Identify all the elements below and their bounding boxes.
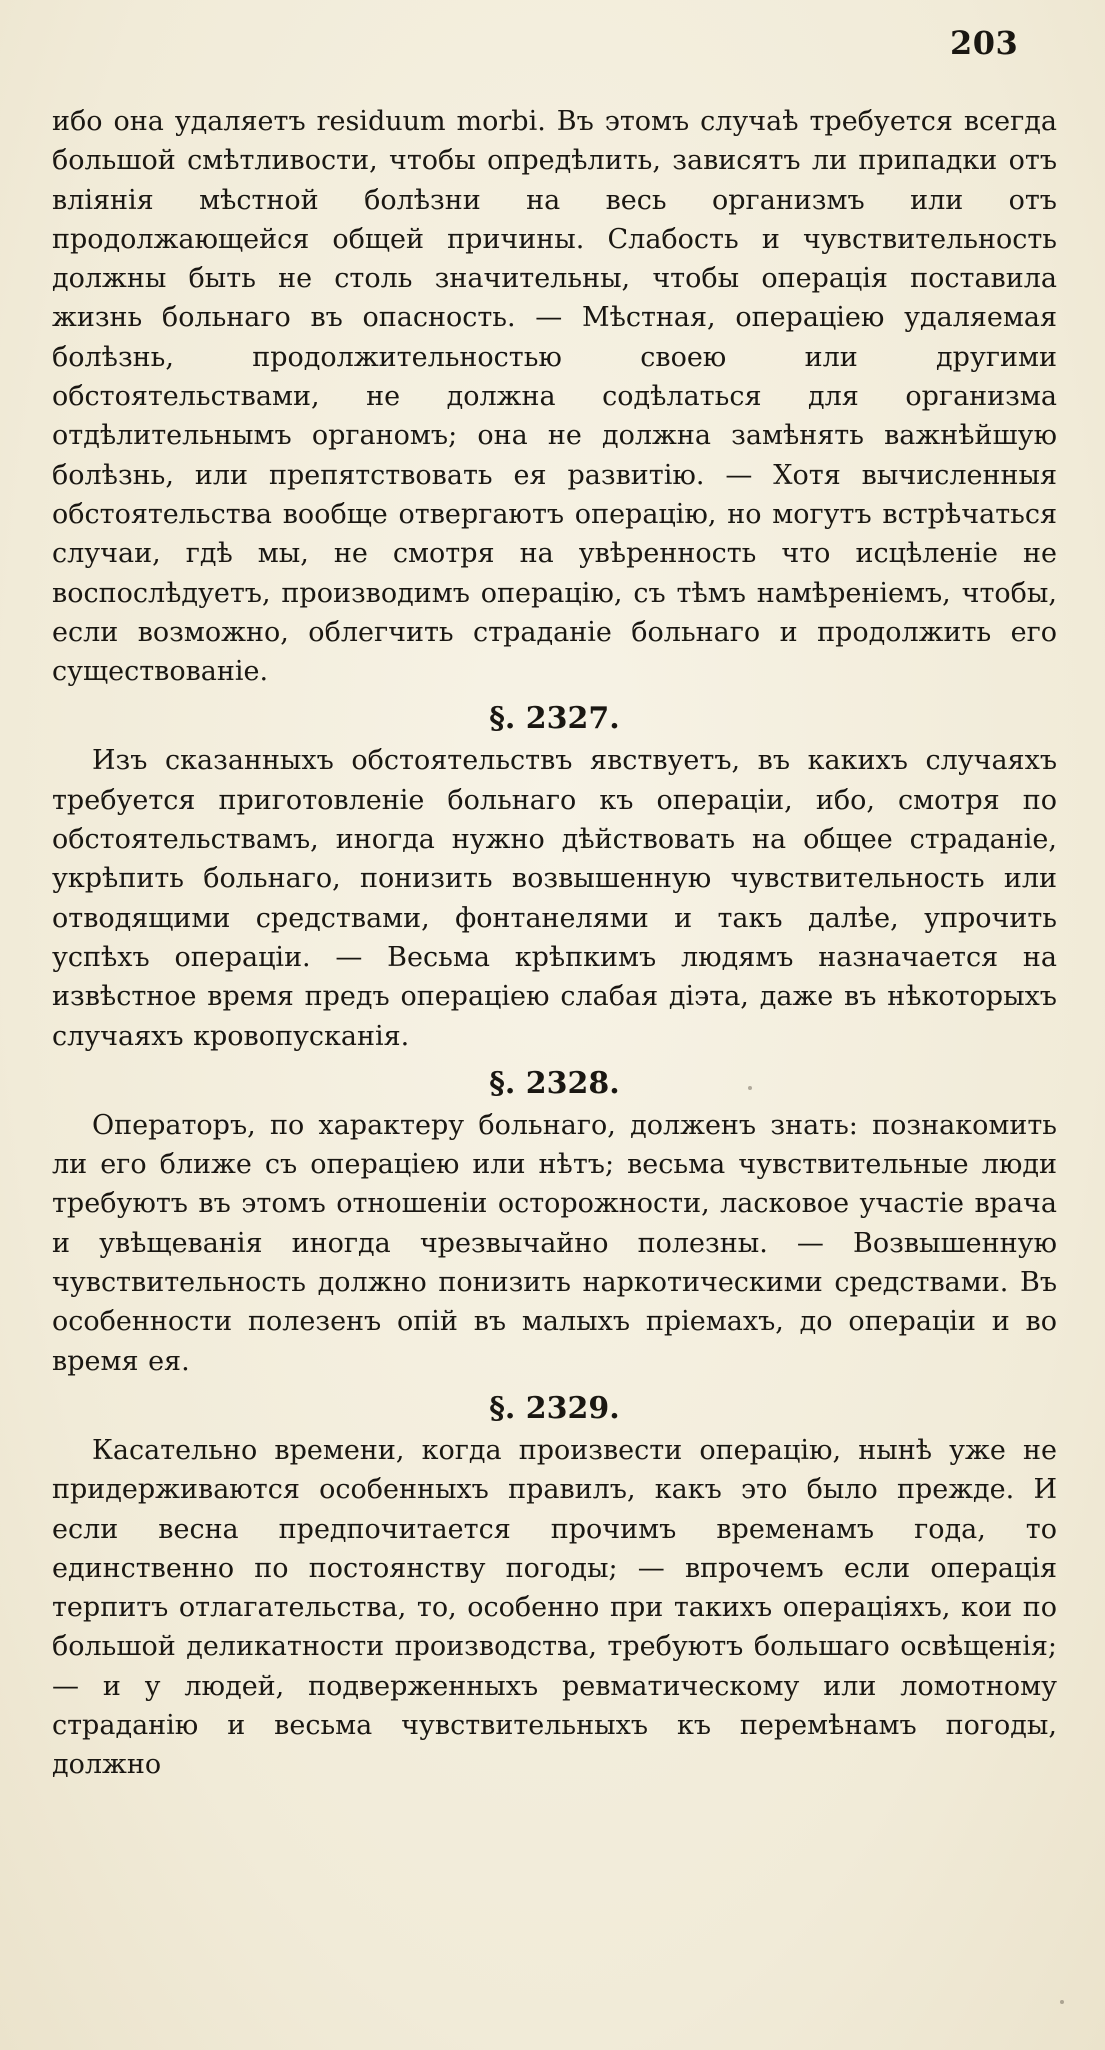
section-heading-2328: §. 2328. [489,1065,620,1101]
text-block [52,102,1057,1785]
page-number: 203 [950,24,1019,62]
paper-speck [1060,2000,1064,2004]
paper-speck [748,1086,752,1090]
section-heading-2327: §. 2327. [489,701,620,737]
paragraph-2329: Касательно времени, когда произвести операцію, нынѣ уже не придерживаются особенныхъ правилъ, какъ это было прежде. И если весна предпочитается прочимъ временамъ года, то единственно по постоянству погоды; — впрочемъ если операція терпитъ отлагательства, то, особенно при такихъ операціяхъ, кои по большой деликатности производства, требуютъ большаго освѣщенія; — и у людей, подверженныхъ ревматическому или ломотному страданію и весьма чувствительныхъ къ перемѣнамъ погоды, должно [52,1434,1057,1781]
paragraph-2327: Изъ сказанныхъ обстоятельствъ явствуетъ, въ какихъ случаяхъ требуется приготовленіе больнаго къ операціи, ибо, смотря по обстоятельствамъ, иногда нужно дѣйствовать на общее страданіе, укрѣпить больнаго, понизить возвышенную чувствительность или отводящими средствами, фонтанелями и такъ далѣе, упрочить успѣхъ операціи. — Весьма крѣпкимъ людямъ назначается на извѣстное время предъ операціею слабая діэта, даже въ нѣкоторыхъ случаяхъ кровопусканія. [52,745,1057,1052]
paragraph-continuation: ибо она удаляетъ residuum morbi. Въ этомъ случаѣ требуется всегда большой смѣтливости, чтобы опредѣлить, зависятъ ли припадки отъ вліянія мѣстной болѣзни на весь организмъ или отъ продолжающейся общей причины. Слабость и чувствительность должны быть не столь значительны, чтобы операція поставила жизнь больнаго въ опасность. — Мѣстная, операціею удаляемая болѣзнь, продолжительностью своею или другими обстоятельствами, не должна содѣлаться для организма отдѣлительнымъ органомъ; она не должна замѣнять важнѣйшую болѣзнь, или препятствовать ея развитію. — Хотя вычисленныя обстоятельства вообще отвергаютъ операцію, но могутъ встрѣчаться случаи, гдѣ мы, не смотря на увѣренность что исцѣленіе не воспослѣдуетъ, производимъ операцію, съ тѣмъ намѣреніемъ, чтобы, если возможно, облегчить страданіе больнаго и продолжить его существованіе. [52,106,1057,688]
paragraph-2328: Операторъ, по характеру больнаго, долженъ знать: познакомить ли его ближе съ операціею или нѣтъ; весьма чувствительные люди требуютъ въ этомъ отношеніи осторожности, ласковое участіе врача и увѣщеванія иногда чрезвычайно полезны. — Возвышенную чувствительность должно понизить наркотическими средствами. Въ особенности полезенъ опій въ малыхъ пріемахъ, до операціи и во время ея. [52,1109,1057,1377]
section-heading-2329: §. 2329. [489,1390,620,1426]
